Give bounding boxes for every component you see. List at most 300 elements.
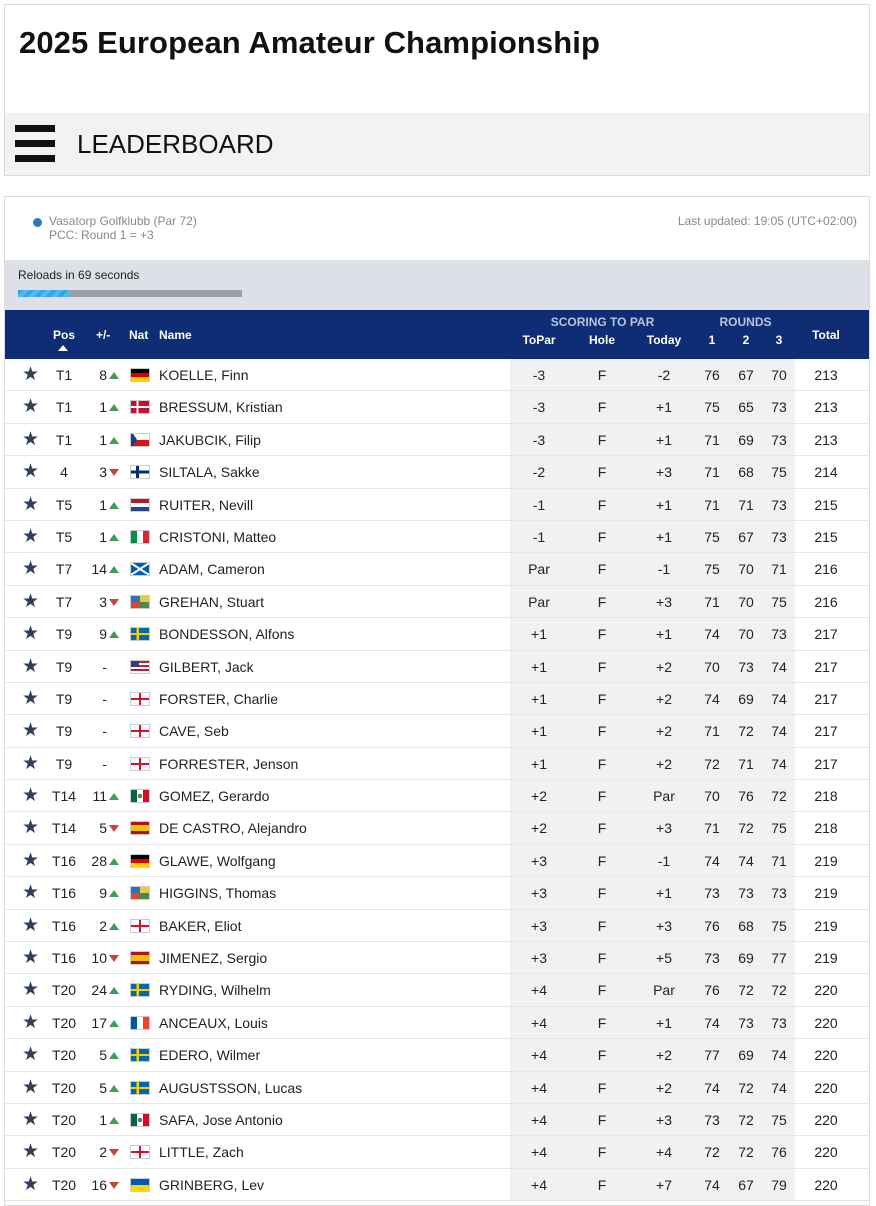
hole-cell: F — [597, 820, 607, 837]
round-3-cell: 75 — [771, 593, 787, 610]
position-cell: T5 — [55, 528, 73, 545]
movement-cell: 2 — [99, 917, 107, 934]
today-cell: -2 — [657, 367, 671, 383]
player-row[interactable] — [5, 877, 869, 909]
topar-cell: +3 — [531, 852, 547, 869]
player-row[interactable] — [5, 521, 869, 553]
today-cell: +3 — [656, 1111, 672, 1128]
hole-cell: F — [597, 982, 607, 999]
player-name[interactable]: ADAM, Cameron — [159, 561, 265, 578]
round-1-cell: 70 — [704, 788, 720, 805]
player-name[interactable]: LITTLE, Zach — [159, 1144, 244, 1161]
spain-flag-icon — [130, 951, 150, 965]
movement-down-icon — [109, 1182, 119, 1189]
total-cell: 219 — [814, 852, 838, 869]
today-cell: +3 — [656, 917, 672, 934]
topar-cell: Par — [528, 561, 550, 578]
header-rounds-group: ROUNDS — [719, 315, 772, 329]
today-cell: +1 — [656, 528, 672, 545]
hole-cell: F — [597, 496, 607, 513]
movement-up-icon — [109, 372, 119, 379]
movement-up-icon — [109, 1020, 119, 1027]
favorite-star-icon[interactable]: ★ — [22, 1173, 40, 1195]
today-cell: Par — [653, 982, 675, 999]
total-cell: 217 — [814, 626, 838, 643]
player-row[interactable] — [5, 391, 869, 423]
favorite-star-icon[interactable]: ★ — [22, 1108, 40, 1130]
round-3-cell: 73 — [771, 399, 787, 416]
total-cell: 213 — [814, 367, 838, 383]
favorite-star-icon[interactable]: ★ — [22, 720, 40, 742]
hole-cell: F — [597, 1047, 607, 1064]
total-cell: 220 — [814, 1079, 838, 1096]
header-name[interactable]: Name — [159, 328, 192, 342]
favorite-star-icon[interactable]: ★ — [22, 461, 40, 483]
round-3-cell: 71 — [771, 852, 787, 869]
round-3-cell: 74 — [771, 1047, 787, 1064]
germany-flag-icon — [130, 854, 150, 868]
header-hole[interactable]: Hole — [588, 333, 615, 347]
spain-flag-icon — [130, 821, 150, 835]
favorite-star-icon[interactable]: ★ — [22, 525, 40, 547]
pcc-note: PCC: Round 1 = +3 — [49, 228, 154, 242]
today-cell: Par — [653, 788, 675, 805]
today-cell: +1 — [656, 1014, 672, 1031]
round-3-cell: 76 — [771, 1144, 787, 1161]
favorite-star-icon[interactable]: ★ — [22, 493, 40, 515]
round-3-cell: 70 — [771, 367, 787, 383]
favorite-star-icon[interactable]: ★ — [22, 1044, 40, 1066]
position-cell: T20 — [51, 1014, 77, 1031]
player-name[interactable]: GOMEZ, Gerardo — [159, 788, 270, 805]
favorite-star-icon[interactable]: ★ — [22, 364, 40, 385]
round-2-cell: 73 — [738, 885, 754, 902]
player-row[interactable] — [5, 651, 869, 683]
round-2-cell: 69 — [738, 950, 754, 967]
england-flag-icon — [130, 692, 150, 706]
hole-cell: F — [597, 950, 607, 967]
topar-cell: +2 — [531, 788, 547, 805]
player-row[interactable] — [5, 424, 869, 456]
player-name[interactable]: CRISTONI, Matteo — [159, 528, 277, 545]
total-cell: 219 — [814, 917, 838, 934]
favorite-star-icon[interactable]: ★ — [22, 396, 40, 418]
movement-cell: - — [102, 755, 107, 772]
favorite-star-icon[interactable]: ★ — [22, 1141, 40, 1163]
topar-cell: +1 — [531, 723, 547, 740]
round-2-cell: 67 — [738, 367, 754, 383]
player-row[interactable] — [5, 1039, 869, 1071]
total-cell: 220 — [814, 1014, 838, 1031]
round-3-cell: 77 — [771, 950, 787, 967]
england-flag-icon — [130, 919, 150, 933]
movement-up-icon — [109, 793, 119, 800]
player-row[interactable] — [5, 845, 869, 877]
player-name[interactable]: GRINBERG, Lev — [159, 1176, 265, 1193]
today-cell: +2 — [656, 1079, 672, 1096]
czech-republic-flag-icon — [130, 433, 150, 447]
movement-up-icon — [109, 923, 119, 930]
venue-name: Vasatorp Golfklubb (Par 72) — [49, 214, 197, 228]
favorite-star-icon[interactable]: ★ — [22, 817, 40, 839]
header-topar[interactable]: ToPar — [522, 333, 556, 347]
player-name[interactable]: GLAWE, Wolfgang — [159, 852, 276, 869]
round-1-cell: 72 — [704, 755, 720, 772]
total-cell: 220 — [814, 1111, 838, 1128]
player-row[interactable] — [5, 1136, 869, 1168]
topar-cell: +4 — [531, 1014, 547, 1031]
player-row[interactable] — [5, 456, 869, 488]
total-cell: 219 — [814, 950, 838, 967]
round-2-cell: 72 — [738, 982, 754, 999]
position-cell: T20 — [51, 1111, 77, 1128]
hole-cell: F — [597, 917, 607, 934]
player-name[interactable]: JAKUBCIK, Filip — [159, 431, 261, 448]
today-cell: +3 — [656, 464, 672, 481]
leaderboard-heading: LEADERBOARD — [77, 129, 274, 159]
hole-cell: F — [597, 1014, 607, 1031]
movement-cell: 17 — [91, 1014, 107, 1031]
movement-cell: 2 — [99, 1144, 107, 1161]
round-2-cell: 72 — [738, 723, 754, 740]
movement-cell: 1 — [99, 528, 107, 545]
round-1-cell: 75 — [704, 399, 720, 416]
position-cell: T16 — [51, 917, 77, 934]
mexico-flag-icon — [130, 1113, 150, 1127]
table-header — [5, 310, 869, 359]
round-2-cell: 69 — [738, 431, 754, 448]
topar-cell: +4 — [531, 1144, 547, 1161]
position-cell: T9 — [55, 690, 73, 707]
netherlands-flag-icon — [130, 498, 150, 512]
player-row[interactable] — [5, 1007, 869, 1039]
hole-cell: F — [597, 626, 607, 643]
today-cell: +1 — [656, 399, 672, 416]
italy-flag-icon — [130, 530, 150, 544]
round-2-cell: 69 — [738, 1047, 754, 1064]
denmark-flag-icon — [130, 400, 150, 414]
scotland-flag-icon — [130, 562, 150, 576]
movement-cell: 5 — [99, 820, 107, 837]
position-cell: T1 — [55, 367, 73, 383]
header-round-3[interactable]: 3 — [775, 333, 783, 347]
topar-cell: +3 — [531, 917, 547, 934]
player-name[interactable]: RYDING, Wilhelm — [159, 982, 271, 999]
favorite-star-icon[interactable]: ★ — [22, 947, 40, 969]
movement-cell: 16 — [91, 1176, 107, 1193]
topar-cell: +4 — [531, 1079, 547, 1096]
topar-cell: -1 — [532, 528, 546, 545]
hole-cell: F — [597, 755, 607, 772]
movement-cell: 3 — [99, 464, 107, 481]
movement-up-icon — [109, 987, 119, 994]
header-round-1[interactable]: 1 — [708, 333, 716, 347]
topar-cell: +1 — [531, 626, 547, 643]
favorite-star-icon[interactable]: ★ — [22, 1076, 40, 1098]
hole-cell: F — [597, 723, 607, 740]
position-cell: T7 — [55, 593, 73, 610]
player-row[interactable] — [5, 715, 869, 747]
player-row[interactable] — [5, 1072, 869, 1104]
player-name[interactable]: EDERO, Wilmer — [159, 1047, 261, 1064]
round-2-cell: 65 — [738, 399, 754, 416]
round-3-cell: 73 — [771, 528, 787, 545]
player-row[interactable] — [5, 942, 869, 974]
player-name[interactable]: GREHAN, Stuart — [159, 593, 265, 610]
usa-flag-icon — [130, 660, 150, 674]
movement-up-icon — [109, 437, 119, 444]
player-name[interactable]: FORRESTER, Jenson — [159, 755, 299, 772]
movement-cell: 3 — [99, 593, 107, 610]
favorite-star-icon[interactable]: ★ — [22, 979, 40, 1001]
header-total[interactable]: Total — [812, 328, 840, 342]
player-name[interactable]: BRESSUM, Kristian — [159, 399, 283, 416]
round-2-cell: 73 — [738, 1014, 754, 1031]
round-3-cell: 73 — [771, 431, 787, 448]
round-3-cell: 73 — [771, 626, 787, 643]
player-name[interactable]: JIMENEZ, Sergio — [159, 950, 268, 967]
today-cell: +1 — [656, 431, 672, 448]
england-flag-icon — [130, 724, 150, 738]
header-round-2[interactable]: 2 — [742, 333, 750, 347]
player-row[interactable] — [5, 974, 869, 1006]
round-1-cell: 73 — [704, 950, 720, 967]
player-row[interactable] — [5, 748, 869, 780]
favorite-star-icon[interactable]: ★ — [22, 785, 40, 807]
position-cell: T20 — [51, 1144, 77, 1161]
mexico-flag-icon — [130, 789, 150, 803]
header-pos[interactable]: Pos — [53, 328, 76, 342]
round-2-cell: 68 — [738, 917, 754, 934]
player-name[interactable]: FORSTER, Charlie — [159, 690, 279, 707]
sweden-flag-icon — [130, 983, 150, 997]
round-2-cell: 72 — [738, 820, 754, 837]
position-cell: T1 — [55, 431, 73, 448]
france-flag-icon — [130, 1016, 150, 1030]
movement-cell: 9 — [99, 885, 107, 902]
total-cell: 213 — [814, 431, 838, 448]
round-1-cell: 76 — [704, 982, 720, 999]
round-1-cell: 71 — [704, 496, 720, 513]
total-cell: 217 — [814, 755, 838, 772]
position-cell: T16 — [51, 885, 77, 902]
movement-down-icon — [109, 955, 119, 962]
round-2-cell: 73 — [738, 658, 754, 675]
player-name[interactable]: SILTALA, Sakke — [159, 464, 260, 481]
round-2-cell: 71 — [738, 755, 754, 772]
topar-cell: -2 — [532, 464, 546, 481]
player-name[interactable]: SAFA, Jose Antonio — [159, 1111, 283, 1128]
round-3-cell: 74 — [771, 1079, 787, 1096]
today-cell: +1 — [656, 626, 672, 643]
player-name[interactable]: HIGGINS, Thomas — [159, 885, 277, 902]
round-1-cell: 73 — [704, 885, 720, 902]
favorite-star-icon[interactable]: ★ — [22, 752, 40, 774]
movement-cell: 28 — [91, 852, 107, 869]
total-cell: 217 — [814, 658, 838, 675]
hole-cell: F — [597, 658, 607, 675]
player-row[interactable] — [5, 359, 869, 391]
movement-cell: 5 — [99, 1079, 107, 1096]
hole-cell: F — [597, 1176, 607, 1193]
movement-cell: 1 — [99, 399, 107, 416]
page-title: 2025 European Amateur Championship — [19, 25, 601, 60]
movement-cell: 9 — [99, 626, 107, 643]
movement-up-icon — [109, 858, 119, 865]
round-3-cell: 74 — [771, 658, 787, 675]
round-1-cell: 71 — [704, 464, 720, 481]
player-row[interactable] — [5, 618, 869, 650]
total-cell: 217 — [814, 690, 838, 707]
round-1-cell: 76 — [704, 367, 720, 383]
favorite-star-icon[interactable]: ★ — [22, 914, 40, 936]
movement-cell: 24 — [91, 982, 107, 999]
favorite-star-icon[interactable]: ★ — [22, 428, 40, 450]
round-1-cell: 75 — [704, 561, 720, 578]
today-cell: +4 — [656, 1144, 672, 1161]
round-2-cell: 76 — [738, 788, 754, 805]
player-name[interactable]: BONDESSON, Alfons — [159, 626, 295, 643]
header-today[interactable]: Today — [646, 333, 682, 347]
movement-up-icon — [109, 1085, 119, 1092]
total-cell: 218 — [814, 788, 838, 805]
round-1-cell: 76 — [704, 917, 720, 934]
position-cell: T14 — [51, 820, 77, 837]
hole-cell: F — [597, 1111, 607, 1128]
favorite-star-icon[interactable]: ★ — [22, 558, 40, 580]
sort-ascending-icon — [58, 345, 68, 351]
player-row[interactable] — [5, 812, 869, 844]
round-3-cell: 74 — [771, 755, 787, 772]
movement-cell: 11 — [92, 788, 107, 805]
round-2-cell: 74 — [738, 852, 754, 869]
player-row[interactable] — [5, 553, 869, 585]
player-name[interactable]: CAVE, Seb — [159, 723, 229, 740]
player-row[interactable] — [5, 1104, 869, 1136]
movement-cell: 5 — [99, 1047, 107, 1064]
total-cell: 216 — [814, 593, 838, 610]
round-3-cell: 74 — [771, 723, 787, 740]
player-row[interactable] — [5, 489, 869, 521]
round-3-cell: 74 — [771, 690, 787, 707]
round-2-cell: 68 — [738, 464, 754, 481]
movement-up-icon — [109, 502, 119, 509]
favorite-star-icon[interactable]: ★ — [22, 882, 40, 904]
player-row[interactable] — [5, 683, 869, 715]
round-3-cell: 73 — [771, 496, 787, 513]
today-cell: +3 — [656, 593, 672, 610]
favorite-star-icon[interactable]: ★ — [22, 655, 40, 677]
movement-cell: - — [102, 658, 107, 675]
movement-up-icon — [109, 404, 119, 411]
round-2-cell: 70 — [738, 593, 754, 610]
favorite-star-icon[interactable]: ★ — [22, 1011, 40, 1033]
movement-up-icon — [109, 1052, 119, 1059]
sweden-flag-icon — [130, 1048, 150, 1062]
player-name[interactable]: RUITER, Nevill — [159, 496, 254, 513]
player-name[interactable]: BAKER, Eliot — [159, 917, 242, 934]
topar-cell: +1 — [531, 755, 547, 772]
player-row[interactable] — [5, 780, 869, 812]
round-1-cell: 72 — [704, 1144, 720, 1161]
favorite-star-icon[interactable]: ★ — [22, 590, 40, 612]
today-cell: -1 — [657, 561, 671, 578]
topar-cell: -3 — [532, 431, 546, 448]
player-name[interactable]: GILBERT, Jack — [159, 658, 254, 675]
player-row[interactable] — [5, 586, 869, 618]
total-cell: 217 — [814, 723, 838, 740]
round-2-cell: 72 — [738, 1079, 754, 1096]
movement-cell: 1 — [99, 496, 107, 513]
movement-cell: 14 — [91, 561, 107, 578]
movement-down-icon — [109, 1149, 119, 1156]
movement-up-icon — [109, 534, 119, 541]
round-2-cell: 71 — [738, 496, 754, 513]
today-cell: +3 — [656, 820, 672, 837]
today-cell: -1 — [657, 852, 671, 869]
reload-banner — [5, 260, 869, 310]
round-1-cell: 77 — [704, 1047, 720, 1064]
movement-cell: 1 — [99, 1111, 107, 1128]
round-3-cell: 75 — [771, 820, 787, 837]
position-cell: T9 — [55, 723, 73, 740]
round-2-cell: 67 — [738, 1176, 754, 1193]
hole-cell: F — [597, 885, 607, 902]
movement-up-icon — [109, 1117, 119, 1124]
favorite-star-icon[interactable]: ★ — [22, 849, 40, 871]
player-row[interactable] — [5, 910, 869, 942]
position-cell: T14 — [51, 788, 77, 805]
player-name[interactable]: AUGUSTSSON, Lucas — [159, 1079, 303, 1096]
topar-cell: -3 — [532, 367, 546, 383]
hole-cell: F — [597, 431, 607, 448]
position-cell: T7 — [55, 561, 73, 578]
round-1-cell: 74 — [704, 1176, 720, 1193]
england-flag-icon — [130, 757, 150, 771]
round-2-cell: 69 — [738, 690, 754, 707]
today-cell: +2 — [656, 723, 672, 740]
round-3-cell: 73 — [771, 885, 787, 902]
topar-cell: +4 — [531, 1047, 547, 1064]
total-cell: 216 — [814, 561, 838, 578]
hole-cell: F — [597, 367, 607, 383]
player-name[interactable]: KOELLE, Finn — [159, 367, 249, 383]
reload-progress-bar — [18, 290, 242, 297]
hole-cell: F — [597, 593, 607, 610]
player-row[interactable] — [5, 1169, 869, 1201]
player-name[interactable]: DE CASTRO, Alejandro — [159, 820, 307, 837]
round-1-cell: 74 — [704, 690, 720, 707]
header-nat[interactable]: Nat — [129, 328, 149, 342]
header-move[interactable]: +/- — [96, 328, 111, 342]
sweden-flag-icon — [130, 627, 150, 641]
hole-cell: F — [597, 690, 607, 707]
reload-progress-fill — [18, 290, 70, 297]
hole-cell: F — [597, 1144, 607, 1161]
header-scoring-group: SCORING TO PAR — [550, 315, 655, 329]
position-cell: T16 — [51, 852, 77, 869]
favorite-star-icon[interactable]: ★ — [22, 687, 40, 709]
favorite-star-icon[interactable]: ★ — [22, 623, 40, 645]
round-3-cell: 75 — [771, 464, 787, 481]
position-cell: T9 — [55, 658, 73, 675]
hamburger-menu-icon[interactable] — [15, 125, 55, 163]
player-name[interactable]: ANCEAUX, Louis — [159, 1014, 268, 1031]
movement-up-icon — [109, 890, 119, 897]
position-cell: T16 — [51, 950, 77, 967]
total-cell: 215 — [814, 528, 838, 545]
round-3-cell: 75 — [771, 1111, 787, 1128]
